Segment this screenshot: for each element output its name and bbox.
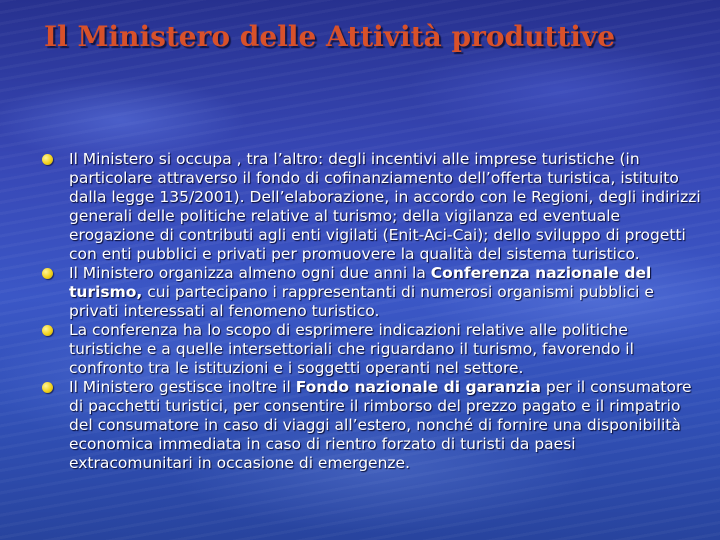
bullet-emphasis: Fondo nazionale di garanzia [295, 378, 541, 396]
bullet-text: Il Ministero gestisce inoltre il [69, 378, 296, 396]
bullet-dot-icon [42, 154, 53, 165]
bullet-text: per il consumatore di pacchetti turistici, per consentire il rimborso del prezzo pagato e il rimpatrio del consumatore in caso di viaggi all’estero, nonché di fornire una disponibilità economica immediata in caso di rientro forzato di turisti da paesi extracomunitari in occasione di emergenze. [69, 378, 692, 472]
bullet-dot-icon [42, 382, 53, 393]
bullet-dot-icon [42, 268, 53, 279]
bullet-text: cui partecipano i rappresentanti di numerosi organismi pubblici e privati interessati al fenomeno turistico. [69, 283, 654, 320]
bullet-emphasis: Conferenza nazionale del turismo, [69, 264, 652, 301]
bullet-item [42, 321, 702, 378]
bullet-item [42, 150, 702, 264]
bullet-text: Il Ministero organizza almeno ogni due anni la [69, 264, 431, 282]
bullet-item [42, 264, 702, 321]
bullet-text: Il Ministero si occupa , tra l’altro: degli incentivi alle imprese turistiche (in particolare attraverso il fondo di cofinanziamento dell’offerta turistica, istituito dalla legge 135/2001). Dell’elaborazione, in accordo con le Regioni, degli indirizzi generali delle politiche relative al turismo; della vigilanza ed eventuale erogazione di contributi agli enti vigilati (Enit-Aci-Cai); dello sviluppo di progetti con enti pubblici e privati per promuovere la qualità del sistema turistico. [69, 150, 701, 263]
bullet-text: La conferenza ha lo scopo di esprimere indicazioni relative alle politiche turistiche e a quelle intersettoriali che riguardano il turismo, favorendo il confronto tra le istituzioni e i soggetti operanti nel settore. [69, 321, 634, 377]
bullet-dot-icon [42, 325, 53, 336]
bullet-list [42, 150, 702, 473]
slide-title: Il Ministero delle Attività produttive [44, 20, 616, 53]
bullet-item [42, 378, 702, 473]
